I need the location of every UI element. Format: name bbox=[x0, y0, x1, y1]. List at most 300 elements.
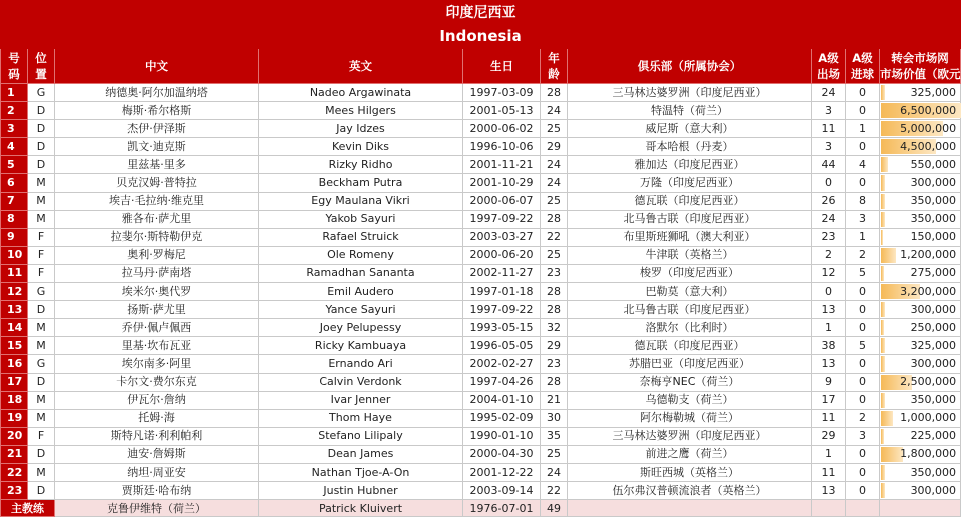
player-chinese-name: 里兹基·里多 bbox=[55, 156, 259, 174]
player-birthdate: 1996-10-06 bbox=[463, 138, 541, 156]
player-club: 伍尔弗汉普顿流浪者（英格兰） bbox=[568, 482, 812, 500]
player-caps: 0 bbox=[812, 283, 846, 301]
player-birthdate: 2003-09-14 bbox=[463, 482, 541, 500]
player-position: M bbox=[28, 319, 55, 337]
player-market-value bbox=[880, 192, 961, 210]
value-text: 550,000 bbox=[910, 157, 957, 171]
player-position: D bbox=[28, 482, 55, 500]
header-position: 位 置 bbox=[28, 49, 55, 84]
player-age: 28 bbox=[541, 373, 568, 391]
table-row bbox=[1, 84, 961, 102]
player-age: 25 bbox=[541, 120, 568, 138]
player-caps: 13 bbox=[812, 482, 846, 500]
player-birthdate: 2001-05-13 bbox=[463, 102, 541, 120]
player-chinese-name: 雅各布·萨尤里 bbox=[55, 210, 259, 228]
player-club: 斯旺西城（英格兰） bbox=[568, 463, 812, 481]
player-english-name: Joey Pelupessy bbox=[259, 319, 463, 337]
player-number: 7 bbox=[1, 192, 28, 210]
value-text: 1,800,000 bbox=[900, 447, 957, 461]
player-club: 威尼斯（意大利） bbox=[568, 120, 812, 138]
player-position: M bbox=[28, 337, 55, 355]
player-market-value bbox=[880, 246, 961, 264]
player-market-value bbox=[880, 138, 961, 156]
value-text: 6,500,000 bbox=[900, 103, 957, 117]
player-chinese-name: 伊瓦尔·詹纳 bbox=[55, 391, 259, 409]
player-position: M bbox=[28, 463, 55, 481]
player-age: 25 bbox=[541, 445, 568, 463]
coach-goals-empty bbox=[846, 500, 880, 517]
player-number: 1 bbox=[1, 84, 28, 102]
player-club: 前进之鹰（荷兰） bbox=[568, 445, 812, 463]
title-row-en bbox=[1, 24, 961, 49]
player-goals: 0 bbox=[846, 174, 880, 192]
player-caps: 24 bbox=[812, 84, 846, 102]
player-caps: 3 bbox=[812, 138, 846, 156]
player-english-name: Ramadhan Sananta bbox=[259, 264, 463, 282]
header-caps: A级 出场 bbox=[812, 49, 846, 84]
table-row bbox=[1, 283, 961, 301]
table-row bbox=[1, 482, 961, 500]
player-goals: 0 bbox=[846, 355, 880, 373]
player-market-value bbox=[880, 337, 961, 355]
player-caps: 29 bbox=[812, 427, 846, 445]
value-data-bar bbox=[881, 356, 885, 371]
player-caps: 13 bbox=[812, 301, 846, 319]
coach-value-empty bbox=[880, 500, 961, 517]
value-text: 1,000,000 bbox=[900, 411, 957, 425]
player-market-value bbox=[880, 319, 961, 337]
player-chinese-name: 纳德奥·阿尔加温纳塔 bbox=[55, 84, 259, 102]
table-row bbox=[1, 445, 961, 463]
player-birthdate: 1993-05-15 bbox=[463, 319, 541, 337]
player-age: 24 bbox=[541, 102, 568, 120]
player-club: 三马林达婆罗洲（印度尼西亚） bbox=[568, 427, 812, 445]
player-caps: 1 bbox=[812, 445, 846, 463]
coach-label: 主教练 bbox=[1, 500, 55, 517]
player-market-value bbox=[880, 391, 961, 409]
player-chinese-name: 托姆·海 bbox=[55, 409, 259, 427]
value-text: 275,000 bbox=[910, 266, 957, 280]
player-goals: 0 bbox=[846, 102, 880, 120]
player-position: D bbox=[28, 138, 55, 156]
player-english-name: Emil Audero bbox=[259, 283, 463, 301]
player-birthdate: 1997-04-26 bbox=[463, 373, 541, 391]
value-text: 350,000 bbox=[910, 194, 957, 208]
header-row bbox=[1, 49, 961, 84]
player-birthdate: 2001-12-22 bbox=[463, 463, 541, 481]
player-club: 牛津联（英格兰） bbox=[568, 246, 812, 264]
value-text: 150,000 bbox=[910, 230, 957, 244]
value-text: 2,500,000 bbox=[900, 375, 957, 389]
player-birthdate: 2000-06-07 bbox=[463, 192, 541, 210]
player-goals: 2 bbox=[846, 409, 880, 427]
table-body bbox=[1, 1, 972, 517]
value-data-bar bbox=[881, 338, 885, 353]
player-goals: 0 bbox=[846, 391, 880, 409]
player-birthdate: 2000-04-30 bbox=[463, 445, 541, 463]
header-birthdate: 生日 bbox=[463, 49, 541, 84]
player-chinese-name: 迪安·詹姆斯 bbox=[55, 445, 259, 463]
table-row bbox=[1, 138, 961, 156]
coach-chinese-name: 克鲁伊维特（荷兰） bbox=[55, 500, 259, 517]
value-text: 3,200,000 bbox=[900, 284, 957, 298]
player-english-name: Rafael Struick bbox=[259, 228, 463, 246]
player-position: G bbox=[28, 355, 55, 373]
value-data-bar bbox=[881, 194, 885, 209]
player-number: 3 bbox=[1, 120, 28, 138]
player-market-value bbox=[880, 482, 961, 500]
player-chinese-name: 斯特凡诺·利利帕利 bbox=[55, 427, 259, 445]
player-goals: 2 bbox=[846, 246, 880, 264]
player-number: 19 bbox=[1, 409, 28, 427]
player-age: 35 bbox=[541, 427, 568, 445]
player-goals: 1 bbox=[846, 228, 880, 246]
player-english-name: Ole Romeny bbox=[259, 246, 463, 264]
player-position: D bbox=[28, 373, 55, 391]
player-market-value bbox=[880, 301, 961, 319]
player-number: 17 bbox=[1, 373, 28, 391]
player-english-name: Yakob Sayuri bbox=[259, 210, 463, 228]
player-market-value bbox=[880, 409, 961, 427]
table-row bbox=[1, 192, 961, 210]
player-club: 雅加达（印度尼西亚） bbox=[568, 156, 812, 174]
player-birthdate: 2002-02-27 bbox=[463, 355, 541, 373]
player-number: 22 bbox=[1, 463, 28, 481]
player-position: M bbox=[28, 174, 55, 192]
player-goals: 3 bbox=[846, 427, 880, 445]
player-position: M bbox=[28, 192, 55, 210]
page-title-cn: 印度尼西亚 bbox=[1, 1, 961, 24]
player-market-value bbox=[880, 264, 961, 282]
player-birthdate: 1997-09-22 bbox=[463, 210, 541, 228]
player-club: 三马林达婆罗洲（印度尼西亚） bbox=[568, 84, 812, 102]
player-goals: 8 bbox=[846, 192, 880, 210]
player-position: D bbox=[28, 156, 55, 174]
table-row bbox=[1, 120, 961, 138]
player-caps: 9 bbox=[812, 373, 846, 391]
table-row bbox=[1, 337, 961, 355]
value-data-bar bbox=[881, 230, 883, 245]
player-chinese-name: 拉斐尔·斯特勒伊克 bbox=[55, 228, 259, 246]
table-row bbox=[1, 463, 961, 481]
player-club: 北马鲁古联（印度尼西亚） bbox=[568, 210, 812, 228]
player-goals: 0 bbox=[846, 445, 880, 463]
coach-row bbox=[1, 500, 961, 517]
value-text: 300,000 bbox=[910, 483, 957, 497]
player-chinese-name: 贾斯廷·哈布纳 bbox=[55, 482, 259, 500]
player-caps: 13 bbox=[812, 355, 846, 373]
player-english-name: Egy Maulana Vikri bbox=[259, 192, 463, 210]
player-age: 28 bbox=[541, 84, 568, 102]
player-goals: 5 bbox=[846, 264, 880, 282]
player-market-value bbox=[880, 84, 961, 102]
player-birthdate: 2001-10-29 bbox=[463, 174, 541, 192]
player-market-value bbox=[880, 373, 961, 391]
header-chinese-name: 中文 bbox=[55, 49, 259, 84]
player-position: G bbox=[28, 283, 55, 301]
player-market-value bbox=[880, 210, 961, 228]
player-age: 23 bbox=[541, 264, 568, 282]
player-caps: 0 bbox=[812, 174, 846, 192]
player-number: 16 bbox=[1, 355, 28, 373]
player-chinese-name: 乔伊·佩卢佩西 bbox=[55, 319, 259, 337]
player-number: 14 bbox=[1, 319, 28, 337]
player-birthdate: 1995-02-09 bbox=[463, 409, 541, 427]
player-club: 北马鲁古联（印度尼西亚） bbox=[568, 301, 812, 319]
header-english-name: 英文 bbox=[259, 49, 463, 84]
player-caps: 11 bbox=[812, 463, 846, 481]
player-age: 25 bbox=[541, 246, 568, 264]
page-title-en: Indonesia bbox=[1, 24, 961, 49]
player-number: 4 bbox=[1, 138, 28, 156]
player-position: D bbox=[28, 102, 55, 120]
player-position: F bbox=[28, 264, 55, 282]
player-chinese-name: 埃尔南多·阿里 bbox=[55, 355, 259, 373]
value-data-bar bbox=[881, 411, 893, 426]
player-goals: 3 bbox=[846, 210, 880, 228]
value-text: 300,000 bbox=[910, 302, 957, 316]
player-market-value bbox=[880, 445, 961, 463]
value-text: 300,000 bbox=[910, 356, 957, 370]
player-club: 特温特（荷兰） bbox=[568, 102, 812, 120]
player-position: M bbox=[28, 391, 55, 409]
player-chinese-name: 拉马丹·萨南塔 bbox=[55, 264, 259, 282]
player-birthdate: 1997-01-18 bbox=[463, 283, 541, 301]
player-position: D bbox=[28, 445, 55, 463]
player-english-name: Justin Hubner bbox=[259, 482, 463, 500]
player-english-name: Jay Idzes bbox=[259, 120, 463, 138]
player-birthdate: 1990-01-10 bbox=[463, 427, 541, 445]
player-market-value bbox=[880, 102, 961, 120]
player-number: 21 bbox=[1, 445, 28, 463]
value-text: 5,000,000 bbox=[900, 121, 957, 135]
player-caps: 26 bbox=[812, 192, 846, 210]
player-club: 奈梅亨NEC（荷兰） bbox=[568, 373, 812, 391]
player-chinese-name: 贝克汉姆·普特拉 bbox=[55, 174, 259, 192]
player-number: 23 bbox=[1, 482, 28, 500]
player-birthdate: 2003-03-27 bbox=[463, 228, 541, 246]
player-position: M bbox=[28, 210, 55, 228]
table-row bbox=[1, 156, 961, 174]
player-club: 巴勒莫（意大利） bbox=[568, 283, 812, 301]
player-market-value bbox=[880, 427, 961, 445]
player-club: 梭罗（印度尼西亚） bbox=[568, 264, 812, 282]
value-data-bar bbox=[881, 302, 885, 317]
value-text: 325,000 bbox=[910, 338, 957, 352]
player-goals: 0 bbox=[846, 283, 880, 301]
player-age: 25 bbox=[541, 192, 568, 210]
coach-caps-empty bbox=[812, 500, 846, 517]
player-chinese-name: 凯文·迪克斯 bbox=[55, 138, 259, 156]
value-text: 1,200,000 bbox=[900, 248, 957, 262]
player-english-name: Nadeo Argawinata bbox=[259, 84, 463, 102]
player-chinese-name: 里基·坎布瓦亚 bbox=[55, 337, 259, 355]
value-data-bar bbox=[881, 393, 885, 408]
player-caps: 1 bbox=[812, 319, 846, 337]
player-goals: 5 bbox=[846, 337, 880, 355]
player-position: D bbox=[28, 301, 55, 319]
player-chinese-name: 卡尔文·费尔东克 bbox=[55, 373, 259, 391]
player-number: 13 bbox=[1, 301, 28, 319]
player-caps: 12 bbox=[812, 264, 846, 282]
title-row-cn bbox=[1, 1, 961, 24]
table-row bbox=[1, 409, 961, 427]
table-row bbox=[1, 228, 961, 246]
header-market-value: 转会市场网 市场价值（欧元） bbox=[880, 49, 961, 84]
player-position: D bbox=[28, 120, 55, 138]
table-row bbox=[1, 246, 961, 264]
header-goals: A级 进球 bbox=[846, 49, 880, 84]
player-birthdate: 2000-06-02 bbox=[463, 120, 541, 138]
player-caps: 23 bbox=[812, 228, 846, 246]
player-club: 苏腊巴亚（印度尼西亚） bbox=[568, 355, 812, 373]
player-birthdate: 1996-05-05 bbox=[463, 337, 541, 355]
player-english-name: Thom Haye bbox=[259, 409, 463, 427]
player-age: 23 bbox=[541, 355, 568, 373]
player-chinese-name: 埃米尔·奥代罗 bbox=[55, 283, 259, 301]
player-chinese-name: 扬斯·萨尤里 bbox=[55, 301, 259, 319]
player-number: 20 bbox=[1, 427, 28, 445]
player-goals: 1 bbox=[846, 120, 880, 138]
value-data-bar bbox=[881, 157, 888, 172]
value-data-bar bbox=[881, 465, 885, 480]
player-number: 11 bbox=[1, 264, 28, 282]
player-english-name: Kevin Diks bbox=[259, 138, 463, 156]
player-english-name: Dean James bbox=[259, 445, 463, 463]
player-market-value bbox=[880, 174, 961, 192]
player-caps: 3 bbox=[812, 102, 846, 120]
player-number: 6 bbox=[1, 174, 28, 192]
value-text: 325,000 bbox=[910, 85, 957, 99]
player-birthdate: 1997-03-09 bbox=[463, 84, 541, 102]
value-data-bar bbox=[881, 212, 885, 227]
player-goals: 0 bbox=[846, 319, 880, 337]
header-club: 俱乐部（所属协会） bbox=[568, 49, 812, 84]
player-age: 22 bbox=[541, 482, 568, 500]
value-data-bar bbox=[881, 248, 896, 263]
player-club: 乌德勒支（荷兰） bbox=[568, 391, 812, 409]
player-chinese-name: 梅斯·希尔格斯 bbox=[55, 102, 259, 120]
player-club: 哥本哈根（丹麦） bbox=[568, 138, 812, 156]
player-english-name: Beckham Putra bbox=[259, 174, 463, 192]
player-caps: 11 bbox=[812, 120, 846, 138]
value-data-bar bbox=[881, 175, 885, 190]
player-club: 万隆（印度尼西亚） bbox=[568, 174, 812, 192]
table-row bbox=[1, 264, 961, 282]
player-caps: 44 bbox=[812, 156, 846, 174]
player-number: 8 bbox=[1, 210, 28, 228]
player-birthdate: 2002-11-27 bbox=[463, 264, 541, 282]
table-row bbox=[1, 301, 961, 319]
player-club: 布里斯班狮吼（澳大利亚） bbox=[568, 228, 812, 246]
player-birthdate: 1997-09-22 bbox=[463, 301, 541, 319]
player-market-value bbox=[880, 283, 961, 301]
player-position: F bbox=[28, 427, 55, 445]
coach-english-name: Patrick Kluivert bbox=[259, 500, 463, 517]
player-goals: 0 bbox=[846, 373, 880, 391]
player-chinese-name: 埃吉·毛拉纳·维克里 bbox=[55, 192, 259, 210]
player-number: 9 bbox=[1, 228, 28, 246]
player-english-name: Rizky Ridho bbox=[259, 156, 463, 174]
player-club: 阿尔梅勒城（荷兰） bbox=[568, 409, 812, 427]
value-text: 300,000 bbox=[910, 176, 957, 190]
header-number: 号 码 bbox=[1, 49, 28, 84]
value-text: 4,500,000 bbox=[900, 139, 957, 153]
player-caps: 17 bbox=[812, 391, 846, 409]
player-goals: 0 bbox=[846, 138, 880, 156]
player-caps: 11 bbox=[812, 409, 846, 427]
player-number: 10 bbox=[1, 246, 28, 264]
value-text: 350,000 bbox=[910, 465, 957, 479]
player-goals: 0 bbox=[846, 482, 880, 500]
player-chinese-name: 奥利·罗梅尼 bbox=[55, 246, 259, 264]
player-age: 28 bbox=[541, 283, 568, 301]
player-birthdate: 2000-06-20 bbox=[463, 246, 541, 264]
table-row bbox=[1, 210, 961, 228]
value-data-bar bbox=[881, 429, 884, 444]
table-row bbox=[1, 427, 961, 445]
player-goals: 0 bbox=[846, 84, 880, 102]
player-number: 12 bbox=[1, 283, 28, 301]
value-data-bar bbox=[881, 266, 884, 281]
table-row bbox=[1, 174, 961, 192]
value-data-bar bbox=[881, 320, 884, 335]
table-row bbox=[1, 391, 961, 409]
player-age: 22 bbox=[541, 228, 568, 246]
player-position: F bbox=[28, 228, 55, 246]
value-text: 350,000 bbox=[910, 393, 957, 407]
player-english-name: Stefano Lilipaly bbox=[259, 427, 463, 445]
player-age: 24 bbox=[541, 463, 568, 481]
player-chinese-name: 杰伊·伊泽斯 bbox=[55, 120, 259, 138]
player-age: 24 bbox=[541, 156, 568, 174]
value-text: 350,000 bbox=[910, 212, 957, 226]
player-age: 29 bbox=[541, 337, 568, 355]
player-age: 30 bbox=[541, 409, 568, 427]
player-age: 28 bbox=[541, 301, 568, 319]
player-goals: 0 bbox=[846, 463, 880, 481]
coach-club-empty bbox=[568, 500, 812, 517]
player-age: 29 bbox=[541, 138, 568, 156]
player-number: 5 bbox=[1, 156, 28, 174]
player-age: 24 bbox=[541, 174, 568, 192]
value-text: 225,000 bbox=[910, 429, 957, 443]
player-birthdate: 2004-01-10 bbox=[463, 391, 541, 409]
player-english-name: Nathan Tjoe-A-On bbox=[259, 463, 463, 481]
header-age: 年 龄 bbox=[541, 49, 568, 84]
table-row bbox=[1, 355, 961, 373]
player-position: M bbox=[28, 409, 55, 427]
value-text: 250,000 bbox=[910, 320, 957, 334]
player-goals: 0 bbox=[846, 301, 880, 319]
player-caps: 24 bbox=[812, 210, 846, 228]
player-goals: 4 bbox=[846, 156, 880, 174]
table-row bbox=[1, 102, 961, 120]
player-english-name: Ricky Kambuaya bbox=[259, 337, 463, 355]
player-birthdate: 2001-11-21 bbox=[463, 156, 541, 174]
player-market-value bbox=[880, 355, 961, 373]
player-market-value bbox=[880, 120, 961, 138]
player-caps: 2 bbox=[812, 246, 846, 264]
player-age: 32 bbox=[541, 319, 568, 337]
player-position: F bbox=[28, 246, 55, 264]
player-position: G bbox=[28, 84, 55, 102]
player-caps: 38 bbox=[812, 337, 846, 355]
player-english-name: Ivar Jenner bbox=[259, 391, 463, 409]
player-club: 洛默尔（比利时） bbox=[568, 319, 812, 337]
table-row bbox=[1, 373, 961, 391]
value-data-bar bbox=[881, 483, 885, 498]
